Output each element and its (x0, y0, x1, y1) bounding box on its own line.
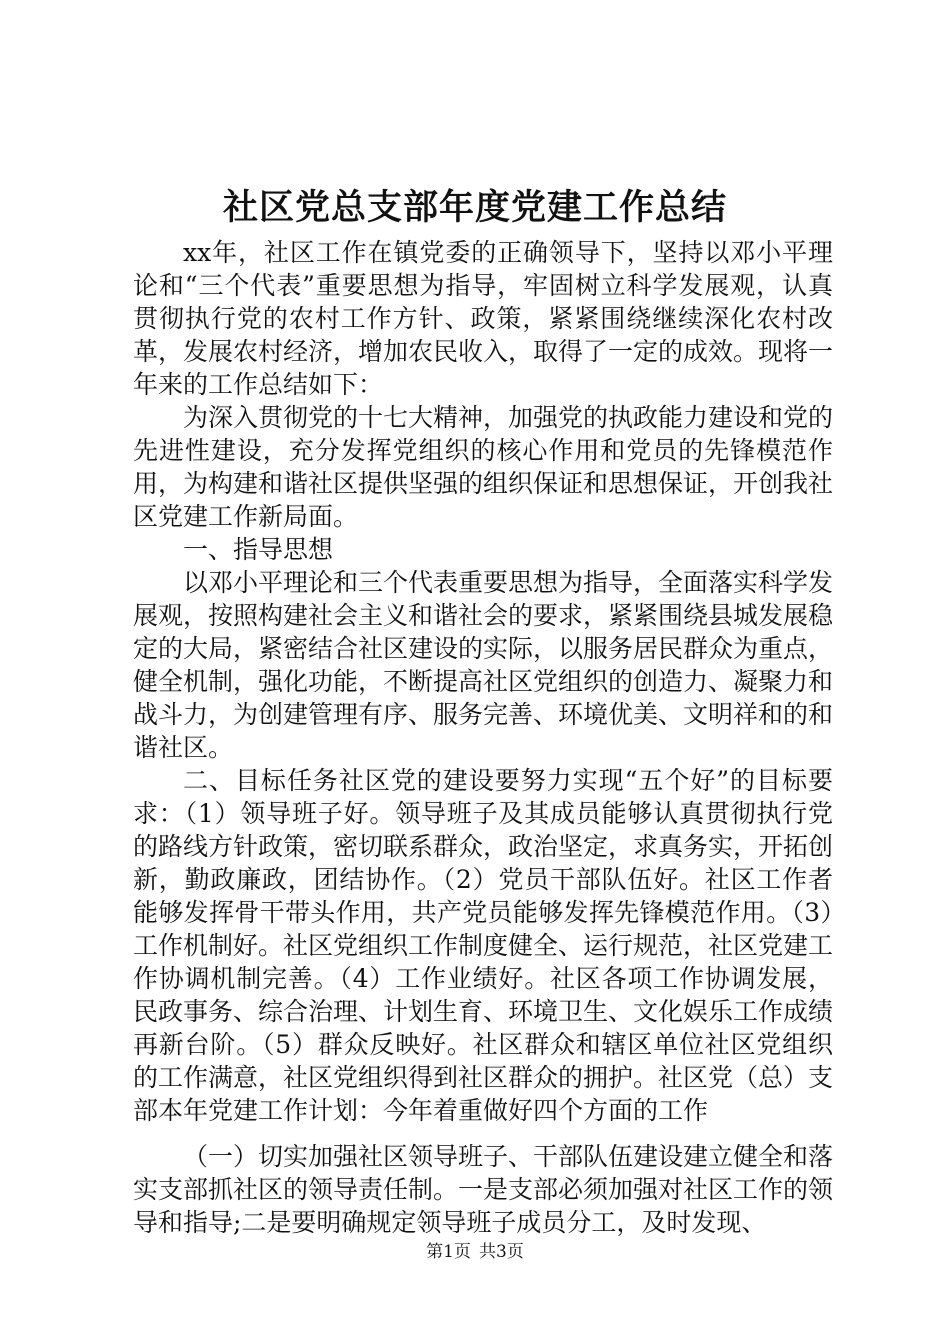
section-heading-guiding-ideology: 一、指导思想 (183, 535, 334, 564)
paragraph-intro: xx年，社区工作在镇党委的正确领导下，坚持以邓小平理论和“三个代表”重要思想为指导，牢固树立科学发展观，认真贯彻执行党的农村工作方针、政策，紧紧围绕继续深化农村改革，发展农村经济，增加农民收入，取得了一定的成效。现将一年来的工作总结如下： (133, 238, 834, 399)
paragraph-goals: 二、目标任务社区党的建设要努力实现“五个好”的目标要求：（1）领导班子好。领导班子及其成员能够认真贯彻执行党的路线方针政策，密切联系群众，政治坚定，求真务实，开拓创新，勤政廉政，团结协作。（2）党员干部队伍好。社区工作者能够发挥骨干带头作用，共产党员能够发挥先锋模范作用。（3）工作机制好。社区党组织工作制度健全、运行规范，社区党建工作协调机制完善。（4）工作业绩好。社区各项工作协调发展，民政事务、综合治理、计划生育、环境卫生、文化娱乐工作成绩再新台阶。（5）群众反映好。社区群众和辖区单位社区党组织的工作满意，社区党组织得到社区群众的拥护。社区党（总）支部本年党建工作计划：今年着重做好四个方面的工作 (133, 766, 834, 1125)
paragraph-leadership: （一）切实加强社区领导班子、干部队伍建设建立健全和落实支部抓社区的领导责任制。一是支部必须加强对社区工作的领导和指导;二是要明确规定领导班子成员分工，及时发现、 (133, 1142, 834, 1237)
page-number: 第1页 (426, 1242, 471, 1262)
document-title: 社区党总支部年度党建工作总结 (222, 187, 727, 228)
paragraph-purpose: 为深入贯彻党的十七大精神，加强党的执政能力建设和党的先进性建设，充分发挥党组织的核心作用和党员的先锋模范作用，为构建和谐社区提供坚强的组织保证和思想保证，开创我社区党建工作新局面。 (133, 403, 834, 531)
paragraph-guiding-ideology: 以邓小平理论和三个代表重要思想为指导，全面落实科学发展观，按照构建社会主义和谐社会的要求，紧紧围绕县城发展稳定的大局，紧密结合社区建设的实际，以服务居民群众为重点，健全机制，强化功能，不断提高社区党组织的创造力、凝聚力和战斗力，为创建管理有序、服务完善、环境优美、文明祥和的和谐社区。 (133, 568, 834, 762)
page-total: 共3页 (479, 1242, 524, 1262)
document-body (133, 236, 833, 1239)
page-footer (0, 1240, 950, 1264)
